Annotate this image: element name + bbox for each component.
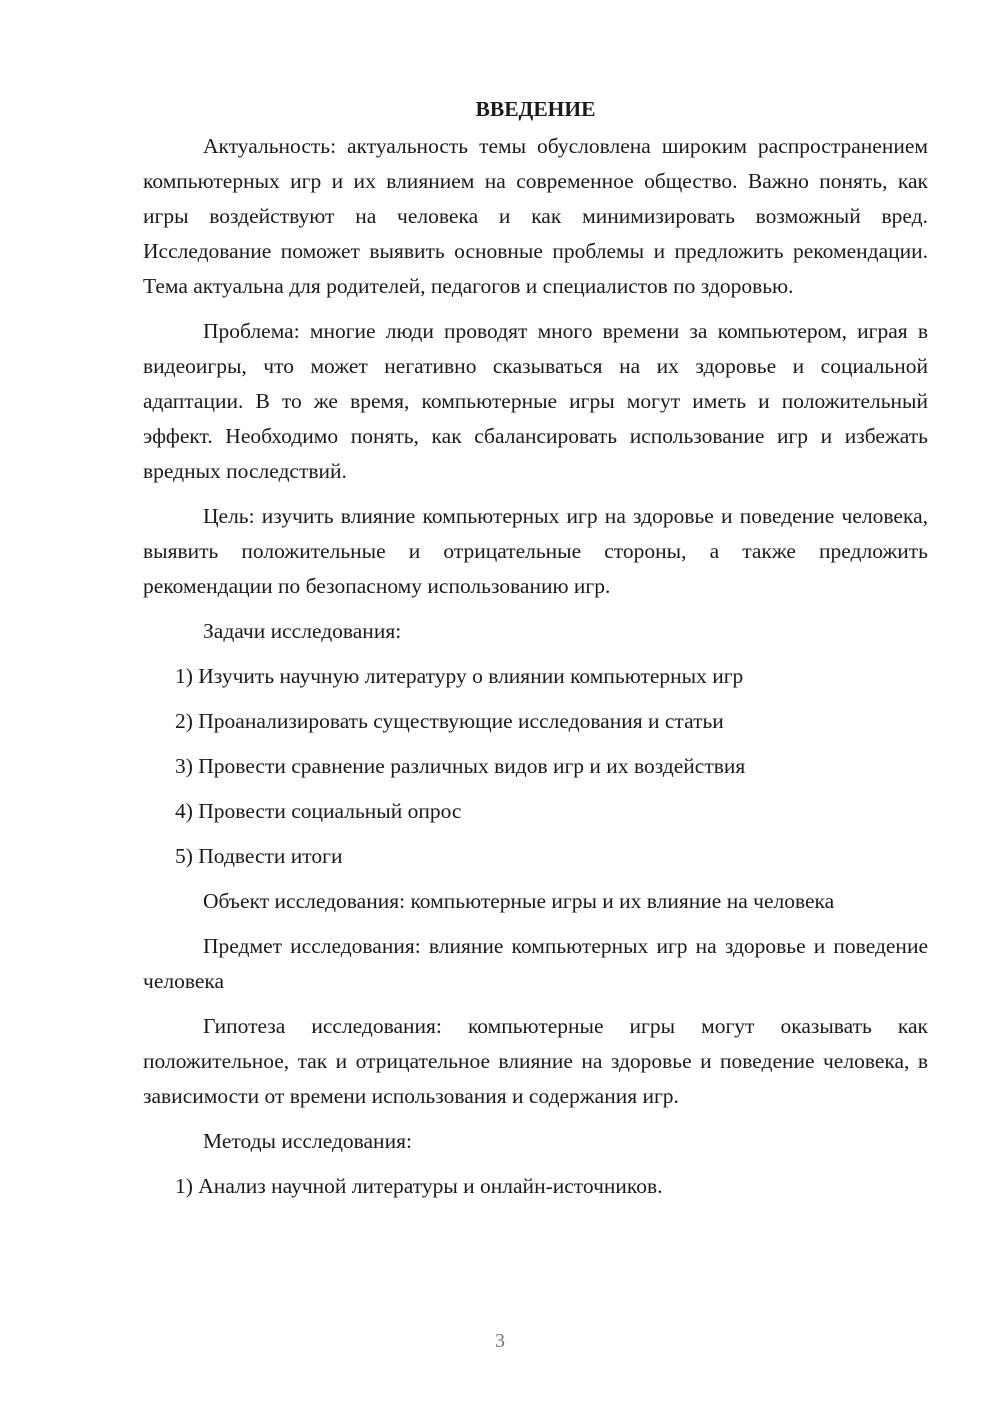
- object-paragraph: Объект исследования: компьютерные игры и их влияние на человека: [203, 889, 835, 913]
- section-title: ВВЕДЕНИЕ: [475, 97, 596, 121]
- task-item-1: 1) Изучить научную литературу о влиянии компьютерных игр: [175, 664, 744, 688]
- task-item-5: 5) Подвести итоги: [175, 844, 343, 868]
- task-item-4: 4) Провести социальный опрос: [175, 799, 462, 823]
- page-number: 3: [495, 1330, 505, 1352]
- hypothesis-paragraph: Гипотеза исследования: компьютерные игры могут оказывать как положительное, так и отрицательное влияние на здоровье и поведение человека, в зависимости от времени использования и содержания игр.: [143, 1014, 928, 1108]
- method-item-1: 1) Анализ научной литературы и онлайн-источников.: [175, 1174, 663, 1198]
- document-page: [143, 92, 928, 1214]
- relevance-paragraph: Актуальность: актуальность темы обусловлена широким распространением компьютерных игр и их влиянием на современное общество. Важно понять, как игры воздействуют на человека и как минимизировать возможный вред. Исследование поможет выявить основные проблемы и предложить рекомендации. Тема актуальна для родителей, педагогов и специалистов по здоровью.: [143, 134, 928, 298]
- problem-paragraph: Проблема: многие люди проводят много времени за компьютером, играя в видеоигры, что может негативно сказываться на их здоровье и социальной адаптации. В то же время, компьютерные игры могут иметь и положительный эффект. Необходимо понять, как сбалансировать использование игр и избежать вредных последствий.: [143, 319, 928, 483]
- tasks-heading: Задачи исследования:: [203, 619, 402, 643]
- task-item-2: 2) Проанализировать существующие исследования и статьи: [175, 709, 724, 733]
- goal-paragraph: Цель: изучить влияние компьютерных игр на здоровье и поведение человека, выявить положительные и отрицательные стороны, а также предложить рекомендации по безопасному использованию игр.: [143, 504, 928, 598]
- task-item-3: 3) Провести сравнение различных видов игр и их воздействия: [175, 754, 746, 778]
- subject-paragraph: Предмет исследования: влияние компьютерных игр на здоровье и поведение человека: [143, 934, 928, 993]
- methods-heading: Методы исследования:: [203, 1129, 412, 1153]
